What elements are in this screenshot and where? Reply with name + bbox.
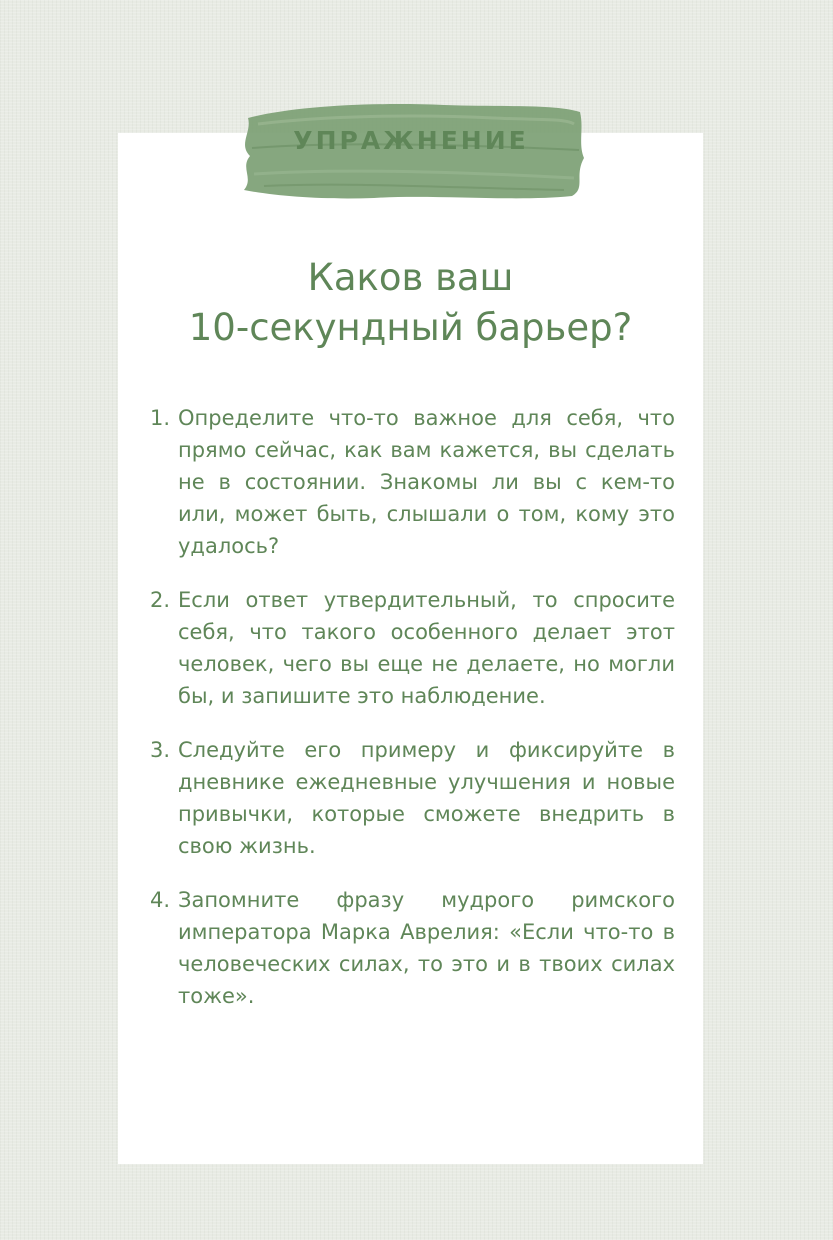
step-item-1: [150, 402, 675, 562]
step-number: 3.: [150, 738, 171, 762]
step-item-4: [150, 884, 675, 1012]
step-item-2: [150, 584, 675, 712]
exercise-label: УПРАЖНЕНИЕ: [293, 126, 529, 155]
title-line-1: Каков ваш: [307, 256, 514, 299]
step-text: Если ответ утвердительный, то спросите себя, что такого особенного делает этот человек, чего вы еще не делаете, но могли бы, и запишите это наблюдение.: [178, 588, 675, 708]
step-text: Запомните фразу мудрого римского императора Марка Аврелия: «Если что-то в человеческих силах, то это и в твоих силах тоже».: [178, 888, 675, 1008]
title-line-2: 10-секундный барьер?: [188, 306, 633, 349]
step-text: Следуйте его примеру и фиксируйте в дневнике ежедневные улучшения и новые привычки, которые сможете внедрить в свою жизнь.: [178, 738, 675, 858]
page-title: [118, 253, 703, 353]
step-text: Определите что-то важное для себя, что прямо сейчас, как вам кажется, вы сделать не в состоянии. Знакомы ли вы с кем-то или, может быть, слышали о том, кому это удалось?: [178, 406, 675, 558]
step-number: 4.: [150, 888, 171, 912]
step-number: 2.: [150, 588, 171, 612]
step-number: 1.: [150, 406, 171, 430]
steps-list: [150, 402, 675, 1034]
step-item-3: [150, 734, 675, 862]
